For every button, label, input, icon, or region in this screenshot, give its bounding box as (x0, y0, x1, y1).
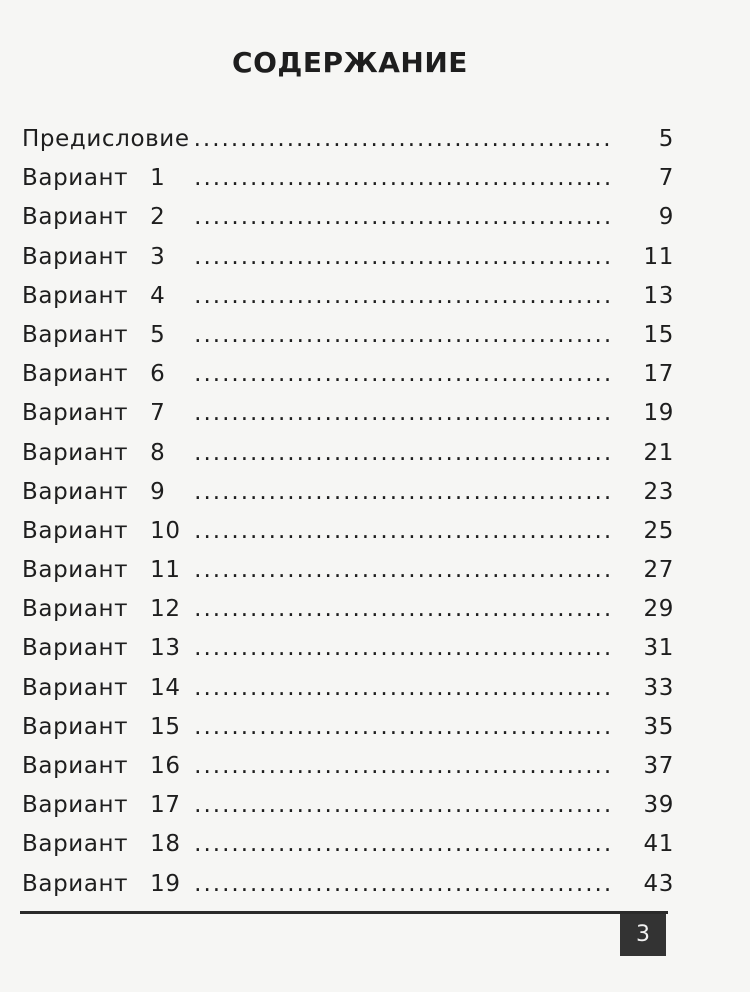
toc-entry-number: 3 (150, 243, 166, 270)
toc-entry-page: 17 (643, 361, 674, 388)
toc-entry-label: Вариант (22, 321, 129, 348)
toc-entry-number: 7 (150, 400, 166, 427)
toc-entry (22, 394, 674, 433)
dot-leader (194, 512, 614, 551)
toc-entry-page: 15 (643, 321, 674, 348)
toc-entry-page: 29 (643, 596, 674, 623)
toc-entry-number: 12 (150, 596, 181, 623)
dot-leader (194, 120, 614, 159)
toc-entry-number: 14 (150, 674, 181, 701)
toc-entry-number: 9 (150, 478, 166, 505)
toc-entry (22, 708, 674, 747)
toc-entry-label: Вариант (22, 753, 129, 779)
table-of-contents (22, 120, 674, 904)
toc-entry (22, 473, 674, 512)
toc-entry-label: Вариант (22, 713, 129, 740)
toc-entry-number: 11 (150, 557, 181, 584)
toc-entry-label: Вариант (22, 478, 129, 505)
toc-entry-label: Вариант (22, 635, 129, 662)
footer-rule (20, 911, 668, 914)
toc-entry-page: 39 (643, 792, 674, 819)
dot-leader (194, 316, 614, 355)
dot-leader (194, 355, 614, 394)
dot-leader (194, 747, 614, 786)
toc-entry (22, 159, 674, 198)
dot-leader (194, 708, 614, 747)
dot-leader (194, 159, 614, 198)
dot-leader (194, 473, 614, 512)
toc-entry-page: 11 (643, 243, 674, 270)
toc-entry-number: 13 (150, 635, 181, 662)
toc-entry (22, 825, 674, 864)
toc-entry-page: 35 (643, 713, 674, 740)
toc-entry (22, 865, 674, 904)
toc-entry-page: 25 (643, 517, 674, 544)
toc-entry-number: 1 (150, 165, 166, 192)
toc-entry-label: Вариант (22, 596, 129, 623)
toc-entry-number: 10 (150, 517, 181, 544)
toc-entry (22, 198, 674, 237)
toc-entry-label: Вариант (22, 282, 129, 309)
toc-entry (22, 316, 674, 355)
toc-entry-number: 5 (150, 321, 166, 348)
toc-entry-number: 16 (150, 753, 181, 779)
dot-leader (194, 238, 614, 277)
toc-entry-number: 6 (150, 361, 166, 388)
toc-entry-label: Вариант (22, 557, 129, 584)
toc-entry-page: 7 (658, 165, 674, 192)
dot-leader (194, 277, 614, 316)
toc-entry-label: Вариант (22, 870, 129, 897)
toc-entry (22, 238, 674, 277)
toc-entry-label: Вариант (22, 361, 129, 388)
toc-entry-number: 4 (150, 282, 166, 309)
dot-leader (194, 825, 614, 864)
toc-entry (22, 629, 674, 668)
toc-entry (22, 590, 674, 629)
dot-leader (194, 669, 614, 708)
toc-entry-number: 18 (150, 831, 181, 858)
toc-entry-page: 41 (643, 831, 674, 858)
toc-entry-page: 19 (643, 400, 674, 427)
toc-entry-number: 19 (150, 870, 181, 897)
dot-leader (194, 394, 614, 433)
toc-entry (22, 120, 674, 159)
toc-entry (22, 669, 674, 708)
toc-entry (22, 551, 674, 590)
dot-leader (194, 198, 614, 237)
toc-entry (22, 277, 674, 316)
toc-entry-label: Вариант (22, 400, 129, 427)
toc-entry-label: Вариант (22, 165, 129, 192)
page-title: СОДЕРЖАНИЕ (232, 46, 468, 79)
toc-entry-label: Вариант (22, 439, 129, 466)
toc-entry (22, 747, 674, 786)
dot-leader (194, 786, 614, 825)
toc-entry (22, 434, 674, 473)
toc-entry-page: 43 (643, 870, 674, 897)
toc-entry-page: 31 (643, 635, 674, 662)
toc-entry-number: 2 (150, 204, 166, 231)
toc-entry-page: 37 (643, 753, 674, 779)
page-number: 3 (620, 914, 666, 956)
toc-entry-number: 8 (150, 439, 166, 466)
toc-entry-page: 27 (643, 557, 674, 584)
toc-entry-label: Вариант (22, 674, 129, 701)
toc-entry-page: 13 (643, 282, 674, 309)
toc-entry-page: 33 (643, 674, 674, 701)
toc-entry (22, 786, 674, 825)
toc-entry-label: Вариант (22, 243, 129, 270)
toc-entry-page: 9 (658, 204, 674, 231)
toc-entry-page: 23 (643, 478, 674, 505)
toc-entry (22, 512, 674, 551)
dot-leader (194, 434, 614, 473)
toc-entry-label: Вариант (22, 517, 129, 544)
toc-entry-page: 5 (658, 126, 674, 152)
dot-leader (194, 551, 614, 590)
toc-entry-number: 17 (150, 792, 181, 819)
dot-leader (194, 629, 614, 668)
dot-leader (194, 590, 614, 629)
toc-entry-label: Вариант (22, 831, 129, 858)
toc-entry-label: Предисловие (22, 126, 190, 152)
toc-entry-label: Вариант (22, 792, 129, 819)
toc-entry (22, 355, 674, 394)
toc-entry-number: 15 (150, 713, 181, 740)
toc-entry-page: 21 (643, 439, 674, 466)
dot-leader (194, 865, 614, 904)
toc-entry-label: Вариант (22, 204, 129, 231)
